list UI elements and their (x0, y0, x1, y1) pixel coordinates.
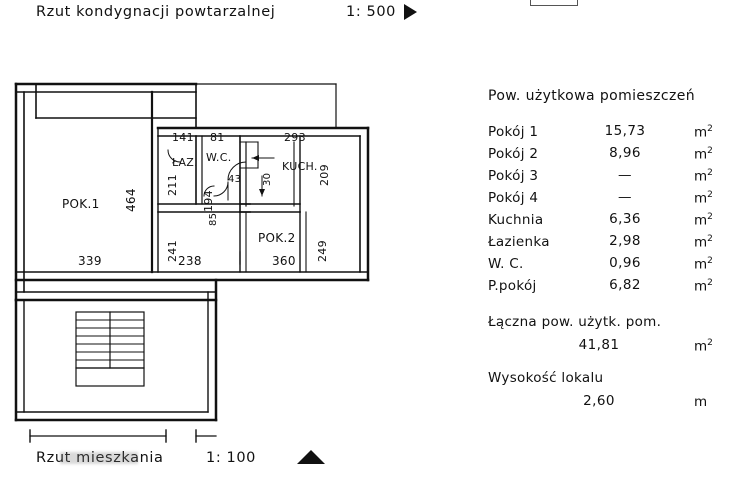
row-unit: $m^2$ (694, 189, 713, 206)
row-label: Łazienka (488, 234, 550, 250)
dim-top-293: 293 (284, 131, 306, 144)
dim-top-b: 81 (210, 131, 225, 144)
row-value: 2,98 (564, 233, 686, 249)
table-row (488, 250, 724, 272)
row-unit: $m^2$ (694, 233, 713, 250)
top-title: Rzut kondygnacji powtarzalnej (36, 4, 276, 20)
table-row (488, 118, 724, 140)
top-scale: 1: 500 (346, 4, 396, 20)
row-leader (564, 211, 686, 228)
row-value: 8,96 (564, 145, 686, 161)
table-row (488, 184, 724, 206)
area-schedule-table (488, 88, 724, 410)
dim-v-241: 241 (166, 240, 179, 262)
row-leader (564, 255, 686, 272)
top-edge-artifact (530, 0, 578, 6)
row-label: Pokój 1 (488, 124, 539, 140)
row-value: 6,82 (564, 277, 686, 293)
row-leader (564, 277, 686, 294)
table-title: Pow. użytkowa pomieszczeń (488, 88, 695, 104)
total-row (488, 332, 724, 354)
row-value: — (564, 167, 686, 183)
dim-v-209: 209 (318, 164, 331, 186)
height-row (488, 388, 724, 410)
dim-left-inner: 464 (124, 188, 138, 212)
dim-v-211: 211 (166, 174, 179, 196)
height-title: Wysokość lokalu (488, 370, 604, 386)
height-unit: m (694, 394, 708, 410)
dim-bottom-mid: 238 (178, 254, 202, 268)
row-leader (564, 167, 686, 184)
row-unit: $m^2$ (694, 167, 713, 184)
room-label-kuch: KUCH. (282, 160, 318, 173)
dim-mid-30: 30 (262, 172, 273, 186)
total-leader (512, 337, 686, 354)
dim-top-a: 141 (172, 131, 194, 144)
total-value: 41,81 (512, 337, 686, 353)
dim-v-85: 85 (208, 212, 219, 226)
row-leader (564, 145, 686, 162)
table-row (488, 228, 724, 250)
row-label: W. C. (488, 256, 524, 272)
dim-bottom-left: 339 (78, 254, 102, 268)
row-unit: $m^2$ (694, 277, 713, 294)
row-value: 6,36 (564, 211, 686, 227)
dim-v-194: 194 (202, 190, 215, 212)
room-label-pok2: POK.2 (258, 231, 296, 245)
room-label-wc: W.C. (206, 151, 232, 164)
table-row (488, 206, 724, 228)
row-leader (564, 233, 686, 250)
row-label: Kuchnia (488, 212, 544, 228)
total-unit: $m^2$ (694, 337, 713, 354)
dim-v-249: 249 (316, 240, 329, 262)
row-value: 0,96 (564, 255, 686, 271)
dim-bottom-right: 360 (272, 254, 296, 268)
bottom-scale: 1: 100 (206, 450, 256, 466)
row-label: Pokój 4 (488, 190, 539, 206)
row-unit: $m^2$ (694, 255, 713, 272)
row-label: Pokój 2 (488, 146, 539, 162)
total-title: Łączna pow. użytk. pom. (488, 314, 662, 330)
row-unit: $m^2$ (694, 145, 713, 162)
height-leader (512, 393, 686, 410)
row-value: — (564, 189, 686, 205)
row-unit: $m^2$ (694, 123, 713, 140)
row-unit: $m^2$ (694, 211, 713, 228)
room-label-laz: ŁAZ. (172, 156, 198, 169)
table-row (488, 140, 724, 162)
height-value: 2,60 (512, 393, 686, 409)
dim-mid-43: 43 (228, 174, 242, 185)
table-row (488, 162, 724, 184)
row-label: P.pokój (488, 278, 537, 294)
row-leader (564, 123, 686, 140)
row-leader (564, 189, 686, 206)
table-row (488, 272, 724, 294)
bottom-title: Rzut mieszkania (36, 450, 164, 466)
row-value: 15,73 (564, 123, 686, 139)
row-label: Pokój 3 (488, 168, 539, 184)
room-label-pok1: POK.1 (62, 197, 100, 211)
